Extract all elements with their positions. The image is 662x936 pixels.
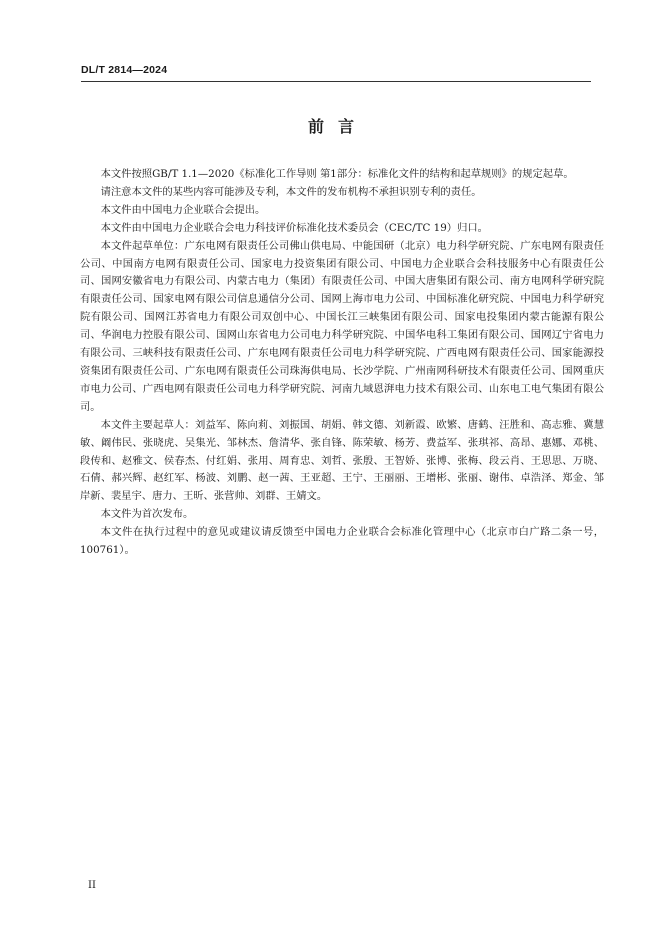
paragraph-drafting-rules: 本文件按照GB/T 1.1—2020《标准化工作导则 第1部分：标准化文件的结构和起草规则》的规定起草。 — [100, 168, 574, 180]
paragraph-centralized-by: 本文件由中国电力企业联合会电力科技评价标准化技术委员会（CEC/TC 19）归口。 — [100, 221, 488, 234]
paragraph-patent-notice: 请注意本文件的某些内容可能涉及专利，本文件的发布机构不承担识别专利的责任。 — [100, 185, 482, 198]
paragraph-drafting-units: 本文件起草单位：广东电网有限责任公司佛山供电局、中能国研（北京）电力科学研究院、广东电网有限责任公司、中国南方电网有限责任公司、国家电力投资集团有限公司、中国电力企业联合会科技服务中心有限责任公司、国网安徽省电力有限公司、内蒙古电力（集团）有限责任公司、中国大唐集团有限公司、南方电网科学研究院有限责任公司、国家电网有限公司信息通信分公司、国网上海市电力公司、中国标准化研究院、中国电力科学研究院有限公司、国网江苏省电力有限公司双创中心、中国长江三峡集团有限公司、国家电投集团内蒙古能源有限公司、华润电力控股有限公司、国网山东省电力公司电力科学研究院、中国华电科工集团有限公司、国网辽宁省电力有限公司、三峡科技有限责任公司、广东电网有限责任公司电力科学研究院、广西电网有限责任公司、国家能源投资集团有限责任公司、广东电网有限责任公司珠海供电局、长沙学院、广州南网科研技术有限责任公司、国网重庆市电力公司、广西电网有限责任公司电力科学研究院、河南九域恩湃电力技术有限公司、山东电工电气集团有限公司。 — [80, 239, 604, 413]
paragraph-feedback: 本文件在执行过程中的意见或建议请反馈至中国电力企业联合会标准化管理中心（北京市白广路二条一号，100761）。 — [80, 526, 604, 557]
paragraph-main-drafters: 本文件主要起草人：刘益军、陈向莉、刘振国、胡娟、韩文德、刘新霞、欧繁、唐鹤、汪胜和、高志雅、冀慧敏、阚伟民、张晓虎、吴集光、邹林杰、詹清华、张自锋、陈荣敏、杨芳、费益军、张琪祁、高昂、惠娜、邓桃、段传和、赵雅文、侯春杰、付红娟、张用、周育忠、刘哲、张殷、王智娇、张博、张梅、段云肖、王思思、万晓、石倩、郝兴辉、赵红军、杨波、刘鹏、赵一茜、王亚超、王宁、王丽丽、王增彬、张丽、谢伟、卓浩泽、郑金、邹岸新、裴星宇、唐力、王昕、张营帅、刘群、王婧文。 — [80, 418, 604, 503]
header-rule — [81, 81, 591, 82]
paragraph-first-release: 本文件为首次发布。 — [100, 508, 194, 521]
standard-code: DL/T 2814—2024 — [81, 64, 168, 76]
foreword-body — [80, 166, 604, 560]
paragraph-proposed-by: 本文件由中国电力企业联合会提出。 — [100, 203, 266, 216]
page-title: 前言 — [307, 117, 368, 136]
page-number: II — [88, 880, 96, 891]
